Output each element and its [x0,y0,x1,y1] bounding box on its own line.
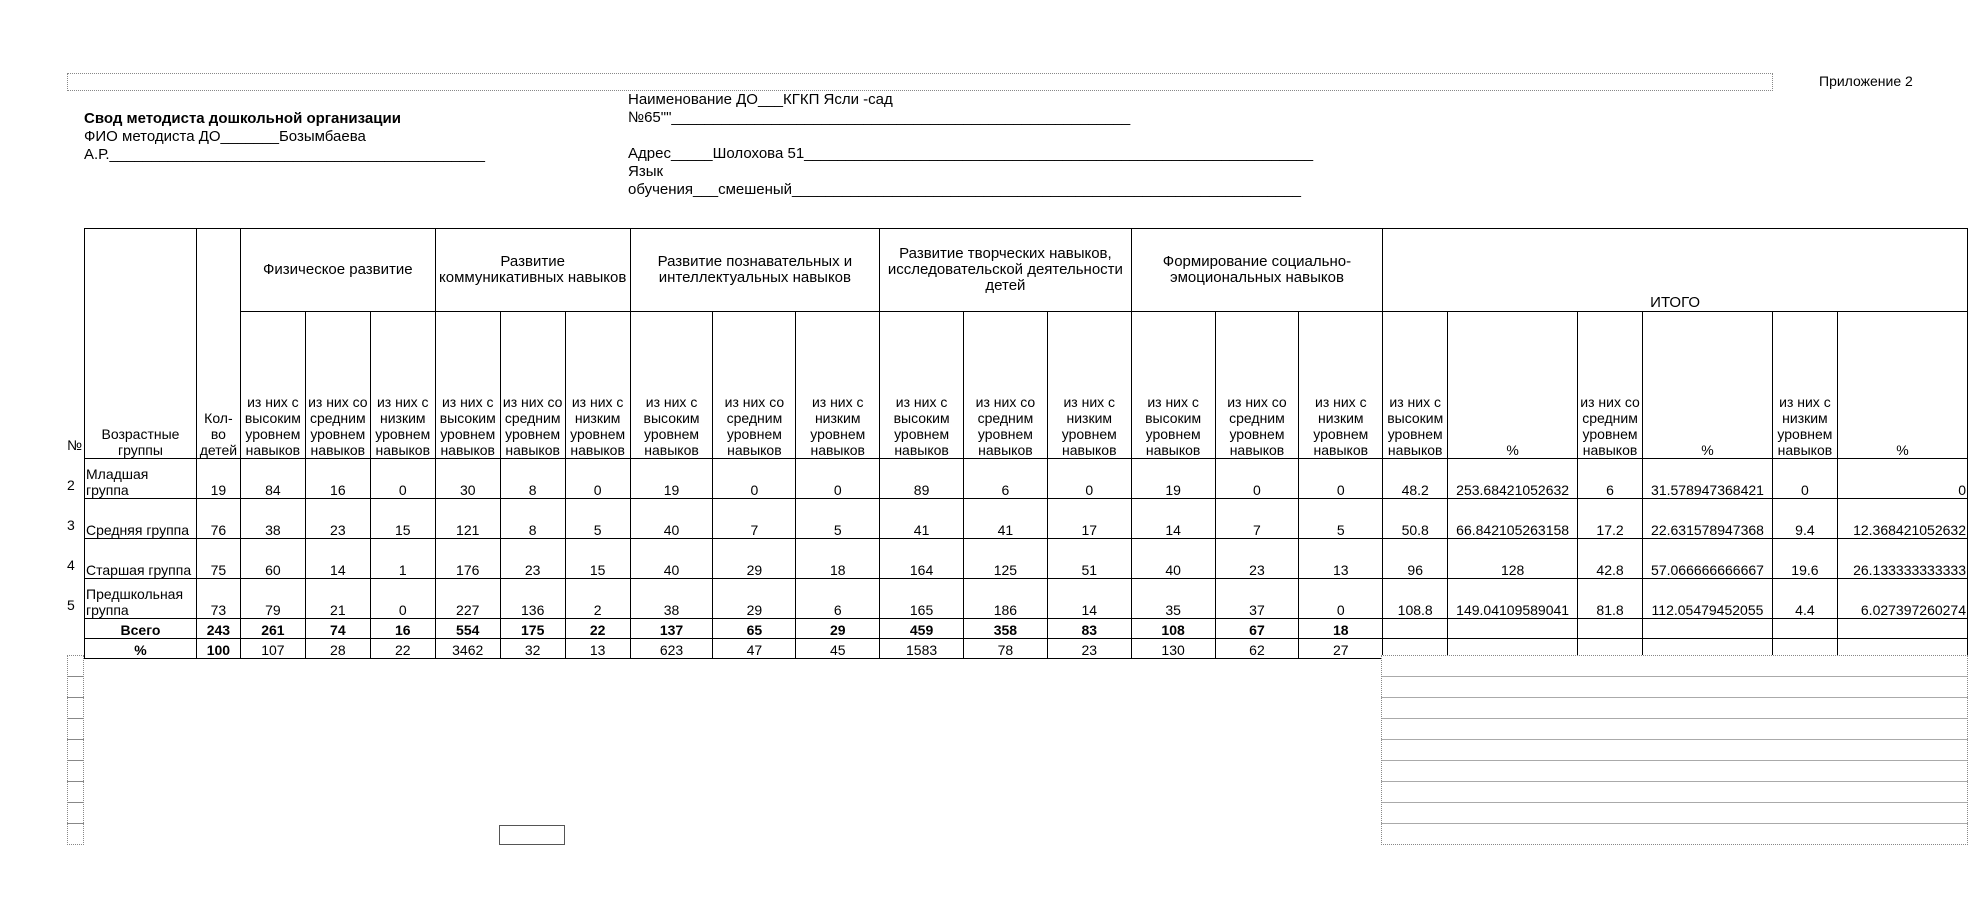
empty-cell [1578,619,1643,639]
row-value: 5 [796,499,880,539]
row-value: 0 [370,579,435,619]
row-value: 31.578947368421 [1643,459,1773,499]
row-value: 7 [1215,499,1299,539]
row-value: 40 [1131,539,1215,579]
total-value: 358 [964,619,1048,639]
section-total: ИТОГО [1383,229,1968,312]
total-value: 554 [435,619,500,639]
sub-mid: из них со средним уровнем навыков [500,312,565,459]
row-value: 0 [565,459,630,499]
row-value: 30 [435,459,500,499]
row-value: 0 [1047,459,1131,499]
row-value: 14 [305,539,370,579]
row-value: 14 [1047,579,1131,619]
row-value: 76 [196,499,240,539]
percent-value: 1583 [880,639,964,659]
row-value: 0 [713,459,796,499]
group-header: Возрастные группы [85,229,197,459]
total-value: 22 [565,619,630,639]
total-value: 83 [1047,619,1131,639]
row-value: 29 [713,539,796,579]
row-value: 6 [964,459,1048,499]
total-value: 108 [1131,619,1215,639]
row-value: 84 [240,459,305,499]
section-physical: Физическое развитие [240,229,435,312]
row-value: 50.8 [1383,499,1448,539]
total-value: 137 [630,619,713,639]
appendix-label: Приложение 2 [1819,73,1913,89]
row-value: 4.4 [1772,579,1837,619]
row-value: 17.2 [1578,499,1643,539]
row-value: 7 [713,499,796,539]
row-value: 60 [240,539,305,579]
total-value: 459 [880,619,964,639]
row-value: 15 [565,539,630,579]
table-row [85,539,1968,579]
row-value: 73 [196,579,240,619]
row-value: 29 [713,579,796,619]
sub-mid: из них со средним уровнем навыков [305,312,370,459]
empty-cell [1837,619,1967,639]
row-value: 227 [435,579,500,619]
percent-value: 13 [565,639,630,659]
empty-grid-left [67,655,84,845]
total-row [85,619,1968,639]
row-value: 19 [1131,459,1215,499]
row-value: 9.4 [1772,499,1837,539]
row-number: 4 [67,557,75,573]
sub-low: из них с низким уровнем навыков [565,312,630,459]
row-number: 5 [67,597,75,613]
address: Адрес_____Шолохова 51_____________________________________________________________ [628,145,1314,162]
row-number: 2 [67,477,75,493]
row-value: 149.04109589041 [1448,579,1578,619]
percent-value: 62 [1215,639,1299,659]
pct-header: % [1448,312,1578,459]
row-value: 5 [565,499,630,539]
empty-grid-right [1381,655,1968,845]
section-social: Формирование социально-эмоциональных навыков [1131,229,1383,312]
row-value: 57.066666666667 [1643,539,1773,579]
summary-table [84,228,1968,659]
row-value: 121 [435,499,500,539]
percent-value: 107 [240,639,305,659]
row-value: 0 [370,459,435,499]
row-value: 37 [1215,579,1299,619]
table-row [85,579,1968,619]
row-value: 112.05479452055 [1643,579,1773,619]
total-value: 67 [1215,619,1299,639]
row-value: 12.368421052632 [1837,499,1967,539]
row-value: 0 [1215,459,1299,499]
row-value: 23 [305,499,370,539]
table-row [85,499,1968,539]
total-value: 74 [305,619,370,639]
data-rows [85,459,1968,619]
sub-high: из них с высоким уровнем навыков [630,312,713,459]
section-creative: Развитие творческих навыков, исследовательской деятельности детей [880,229,1132,312]
sub-high: из них с высоким уровнем навыков [1383,312,1448,459]
table-row [85,459,1968,499]
row-value: 19.6 [1772,539,1837,579]
percent-value: 78 [964,639,1048,659]
percent-value: 27 [1299,639,1383,659]
pct-header: % [1643,312,1773,459]
sub-high: из них с высоким уровнем навыков [435,312,500,459]
percent-value: 100 [196,639,240,659]
row-value: 79 [240,579,305,619]
percent-value: 32 [500,639,565,659]
row-value: 17 [1047,499,1131,539]
row-value: 35 [1131,579,1215,619]
sub-low: из них с низким уровнем навыков [1299,312,1383,459]
methodist-fio-cont: А.Р._____________________________________________ [84,146,485,163]
header-left [84,110,485,164]
row-value: 40 [630,499,713,539]
row-value: 89 [880,459,964,499]
total-value: 243 [196,619,240,639]
language: Язык [628,163,664,180]
total-value: 65 [713,619,796,639]
row-value: 16 [305,459,370,499]
sub-mid: из них со средним уровнем навыков [964,312,1048,459]
row-value: 42.8 [1578,539,1643,579]
row-value: 2 [565,579,630,619]
empty-cell [499,825,565,845]
percent-value: 3462 [435,639,500,659]
row-value: 26.133333333333 [1837,539,1967,579]
section-communication: Развитие коммуникативных навыков [435,229,630,312]
doc-title: Свод методиста дошкольной организации [84,110,401,127]
total-value: 261 [240,619,305,639]
row-value: 0 [1837,459,1967,499]
row-value: 41 [964,499,1048,539]
percent-label: % [85,639,197,659]
row-value: 5 [1299,499,1383,539]
row-value: 186 [964,579,1048,619]
header-right [628,91,1313,199]
row-value: 18 [796,539,880,579]
percent-value: 45 [796,639,880,659]
row-value: 19 [630,459,713,499]
percent-value: 623 [630,639,713,659]
row-value: 164 [880,539,964,579]
row-value: 41 [880,499,964,539]
row-value: 6 [1578,459,1643,499]
row-value: 23 [1215,539,1299,579]
row-value: 1 [370,539,435,579]
row-value: 13 [1299,539,1383,579]
percent-value: 22 [370,639,435,659]
sub-low: из них с низким уровнем навыков [796,312,880,459]
row-value: 165 [880,579,964,619]
row-value: 40 [630,539,713,579]
empty-cell [1448,619,1578,639]
count-header: Кол-во детей [196,229,240,459]
row-value: 176 [435,539,500,579]
sub-mid: из них со средним уровнем навыков [1215,312,1299,459]
row-value: 38 [240,499,305,539]
empty-grid-strip [67,73,1773,91]
row-group: Младшая группа [85,459,197,499]
row-value: 51 [1047,539,1131,579]
org-name-cont: №65""_______________________________________________________ [628,109,1131,126]
row-value: 14 [1131,499,1215,539]
total-value: 29 [796,619,880,639]
row-value: 22.631578947368 [1643,499,1773,539]
sub-low: из них с низким уровнем навыков [370,312,435,459]
row-value: 253.68421052632 [1448,459,1578,499]
row-value: 21 [305,579,370,619]
row-value: 15 [370,499,435,539]
row-value: 0 [1772,459,1837,499]
section-cognitive: Развитие познавательных и интеллектуальных навыков [630,229,880,312]
sub-high: из них с высоким уровнем навыков [240,312,305,459]
percent-value: 23 [1047,639,1131,659]
empty-cell [1383,619,1448,639]
row-group: Предшкольная группа [85,579,197,619]
empty-cell [1643,619,1773,639]
row-value: 108.8 [1383,579,1448,619]
row-value: 23 [500,539,565,579]
row-value: 48.2 [1383,459,1448,499]
row-number: 3 [67,517,75,533]
row-value: 6.027397260274 [1837,579,1967,619]
sub-low: из них с низким уровнем навыков [1047,312,1131,459]
row-value: 0 [796,459,880,499]
total-label: Всего [85,619,197,639]
row-value: 19 [196,459,240,499]
sub-mid: из них со средним уровнем навыков [713,312,796,459]
number-header: № [67,437,83,453]
row-group: Средняя группа [85,499,197,539]
row-value: 8 [500,499,565,539]
sub-mid: из них со средним уровнем навыков [1578,312,1643,459]
sub-low: из них с низким уровнем навыков [1772,312,1837,459]
row-value: 0 [1299,579,1383,619]
row-group: Старшая группа [85,539,197,579]
methodist-fio: ФИО методиста ДО_______Бозымбаева [84,128,366,145]
percent-value: 130 [1131,639,1215,659]
total-value: 18 [1299,619,1383,639]
empty-cell [1772,619,1837,639]
language-cont: обучения___смешеный_____________________________________________________________ [628,181,1301,198]
percent-value: 28 [305,639,370,659]
org-name: Наименование ДО___КГКП Ясли -сад [628,91,893,108]
row-value: 125 [964,539,1048,579]
percent-value: 47 [713,639,796,659]
sub-high: из них с высоким уровнем навыков [880,312,964,459]
row-value: 96 [1383,539,1448,579]
sub-high: из них с высоким уровнем навыков [1131,312,1215,459]
total-value: 175 [500,619,565,639]
row-value: 66.842105263158 [1448,499,1578,539]
row-value: 6 [796,579,880,619]
row-value: 75 [196,539,240,579]
row-value: 8 [500,459,565,499]
row-value: 136 [500,579,565,619]
row-value: 81.8 [1578,579,1643,619]
row-value: 0 [1299,459,1383,499]
row-value: 128 [1448,539,1578,579]
row-value: 38 [630,579,713,619]
pct-header: % [1837,312,1967,459]
total-value: 16 [370,619,435,639]
